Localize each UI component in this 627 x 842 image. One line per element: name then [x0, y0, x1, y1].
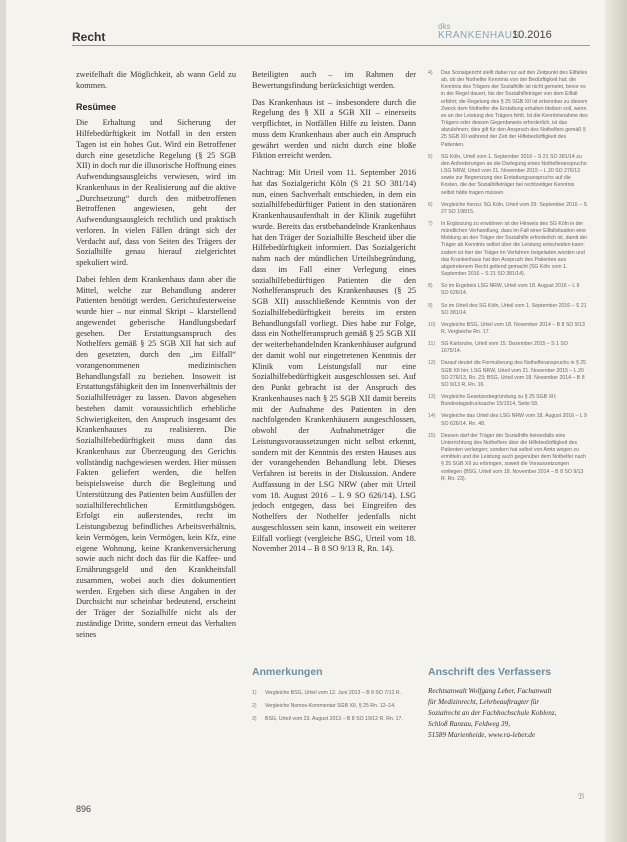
body-paragraph: Das Krankenhaus ist – insbesondere durch die Regelung des § XII a SGB XII – einerseits verpflichtet, in Notfällen Hilfe zu leisten. Dann muss dem Krankenhaus aber auch ein Anspruch gewährt werden und nicht durch eine bloße Fiktion erreicht werden. [252, 97, 416, 161]
corner-mark: ℬ [578, 792, 585, 801]
footnote-text: Darauf deutet die Formulierung des Nothelferanspruchs in § 25 SGB XII hin; LSG NRW, Urteil vom 21. November 2015 – L 20 SO 276/13, Rn. 23; BSG, Urteil vom 18. November 2014 – B 8 SO 9/13 R, Rn. 16. [441, 360, 587, 388]
footnote-text: Vergleiche hierzu: SG Köln, Urteil vom 29. September 2016 – S 27 SO 198/15. [441, 201, 587, 215]
footnote-number: 7) [428, 220, 433, 227]
scan-right-edge [605, 0, 627, 842]
address-line: Schloß Ranzau, Feldweg 39, [428, 720, 511, 728]
footnote [252, 703, 416, 710]
section-heading: Resümee [76, 101, 117, 112]
footnote-number: 14) [428, 413, 436, 420]
author-address [428, 686, 588, 741]
anmerkungen-heading: Anmerkungen [252, 666, 323, 678]
issue-date: 10.2016 [512, 29, 552, 41]
footnote-text: SG Köln, Urteil vom 1. September 2016 – S 21 SO 381/14 zu den Anforderungen an die Darlegung eines Nothelferanspruchs: LSG NRW, Urteil vom 21. November 2015 – L 20 SO 276/13 sowie zur Begrenzung des Erstattungsanspruchs auf die Kosten, die der Sozialhilfeträger bei rechtzeitiger Kenntnis selbst hätte tragen müssen. [441, 153, 588, 196]
footnote [428, 322, 588, 336]
footnote-text: Vergleiche BSG, Urteil vom 12. Juni 2013 – B 8 SO 7/12 R. [265, 690, 402, 696]
footnote-text: Das Sozialgericht stellt dabei nur auf den Zeitpunkt des Eilfalles ab, ob der Nothelfer Kenntnis von der Bedürftigkeit hat; die Kenntnis des Trägers der Sozialhilfe ist nicht gemeint, bevor es in der Regel dauert, bis der Sozialhilfeträger von dem Eilfall erfährt; die Regelung des § 25 SGB XII ist erkennbar zu diesem Zweck dem Nothelfer die Erstattung erhalten bleiben soll, wenn es an der Leistung des Trägers fehlt. Ist die Kenntnisnahme des Trägers oder dessen Gegenbeweis erforderlich, ist das abzulehnen; dies gilt für den Anspruch des Nothelfers gemäß § 25 SGB XII während der Zeit der Hilfebedürftigkeit des Patienten. [441, 70, 588, 148]
text-column-2 [252, 70, 416, 555]
footnote [252, 690, 416, 697]
footnote-number: 15) [428, 432, 436, 439]
anmerkungen-list [252, 690, 416, 729]
journal-logo-line2: KRANKENHAUS [438, 30, 520, 41]
footnote [428, 341, 588, 355]
footnote-number: 10) [428, 321, 436, 328]
footnote [428, 221, 588, 278]
scan-left-edge [0, 0, 6, 842]
footnote-text: Vergleiche Nomos-Kommentar SGB XII, § 25 Rn. 12–14. [265, 703, 396, 709]
body-paragraph: Nachtrag: Mit Urteil vom 11. September 2016 hat das Sozialgericht Köln (S 21 SO 381/14) nun, einen Sachverhalt entschieden, in dem ein sozialhilfebedürftiger Patient in den stationären Krankenhausaufenthalt in der Klinik zugeführt wurde. Bereits das erstbehandelnde Krankenhaus hat den Träger der Sozialhilfe Bescheid über die Hilfebedürftigkeit informiert. Das Sozialgericht nahm nach der mündlichen Urteilsbegründung, dass im Fall einer Verlegung eines sozialhilfebedürftigen Patienten die den Nothelferanspruch des Krankenhauses (§ 25 SGB XII) ausschließende Kenntnis von der Sozialhilfebedürftigkeit bereits im ersten Behandlungsfall vorliegt. Dies habe zur Folge, dass ein Nothelferanspruch gemäß § 25 SGB XII der weiterbehandelnden Krankenhäuser aufgrund der damit wohl nur eingetretenen Kenntnis der Klinik vom Leistungsfall nur eine Sozialhilfebedürftigkeit ausgeschlossen sei. Auf den Punkt gebracht ist der Anspruch des Krankenhauses nach § 25 SGB XII damit bereits mit der Aufnahme des Patienten in den nachfolgenden Krankenhäusern ausgeschlossen, obwohl der Aufnahmeträger die Leistungsvoraussetzungen nicht selbst erkennt, sondern mit der Kenntnis des ersten Hauses aus der vorangehenden Behandlung lebt. Dieses Verfahren ist bereits in der Diskussion. Andere Auffassung in der LSG NRW (aber mit Urteil vom 18. August 2016 – L 9 SO 626/14). LSG jedoch entgegen, dass bei Eingreifen des Nothelfers der Nothelfer jedenfalls nicht ausgeschlossen sein kann, insoweit ein weiterer Eilfall vorliegt (vergleiche BSG, Urteil vom 18. November 2014 – B 8 SO 9/13 R, Rn. 14). [252, 168, 416, 554]
footnote-text: Vergleiche Gesetzesbegründung zu § 25 SGB XII; Bundestagsdrucksache 15/1514, Seite 58. [441, 394, 557, 408]
footnote [428, 202, 588, 216]
footnote-number: 3) [252, 716, 257, 722]
footnote-number: 4) [428, 70, 433, 76]
address-line: Rechtsanwalt Wolfgang Leber, Fachanwalt [428, 687, 552, 695]
footnote-text: BSG, Urteil vom 23. August 2013 – B 8 SO 19/12 R, Rn. 17. [265, 716, 403, 722]
footnote [428, 413, 588, 427]
body-paragraph: Die Erhaltung und Sicherung der Hilfebedürftigkeit im Notfall in den ersten Tagen ist ein hohes Gut. Wird ein Betroffener durch eine gesetzliche Regelung (§ 25 SGB XII) in doch nur die illusorische Hoffnung eines Aufwendungsausgleichs verwiesen, wird im Krankenhaus in der Realisierung auf die aktive „Durchsetzung“ durch den mitbetroffenen Betroffenen angewiesen, geht der Aufwendungsausgleich rechtlich und praktisch verloren. In vielen Fällen drängt sich der Verdacht auf, dass von Seiten des Trägers der Sozialhilfe genau hierauf zielgerichtet spekuliert wird. [76, 118, 236, 267]
footnote [428, 283, 588, 297]
footnote [428, 303, 588, 317]
footnote-text: Vergleiche das Urteil des LSG NRW vom 18. August 2016 – L 9 SO 626/14, Rn. 48. [441, 413, 587, 427]
footnote [428, 360, 588, 389]
footnote-text: So im Urteil des SG Köln, Urteil vom 1. September 2016 – S 21 SO 381/14. [441, 302, 587, 316]
header-rule [72, 45, 590, 46]
footnote-number: 6) [428, 201, 433, 208]
footnote [252, 716, 416, 723]
footnote [428, 70, 588, 149]
address-heading: Anschrift des Verfassers [428, 666, 552, 678]
footnote-text: Dessen darf der Träger der Sozialhilfe keinesfalls eine Unterrichtung des Nothelfers über die Hilfebedürftigkeit des Patienten verlangen; sondern hat selbst von Amts wegen zu ermitteln und die Leistung auch gegenüber dem Nothelfer nach § 25 SGB XII zu erbringen, soweit die Voraussetzungen vorliegen (BSG, Urteil vom 18. November 2014 – B 8 SO 9/13 R, Rn. 23). [441, 432, 587, 482]
footnote [428, 433, 588, 483]
footnote-text: Vergleiche BSG, Urteil vom 18. November 2014 – B 8 SO 9/13 R, Vergleiche Rn. 17. [441, 321, 585, 335]
footnote-text: So im Ergebnis LSG NRW, Urteil vom 18. August 2016 – L 9 SO 626/14. [441, 283, 580, 297]
body-paragraph: Dabei fehlen dem Krankenhaus dann aber die Mittel, welche zur Behandlung anderer Patienten benötigt werden. Gerichtsfesterweise wurde hier – nur einmal Skript – klarstellend angewendet geberische Handlungsbedarf gesehen. Der Erstattungsanspruch des Nothelfers gemäß § 25 SGB XII hat sich auf den gesetzten, durch den „im Eilfall“ vorangenommenen medizinischen Behandlungsfall zu beziehen. Insoweit ist Erstattungsfähigkeit den im Innenverhältnis der Sozialhilfeträger zu lassen. Davon abgesehen bestehen damit voraussichtlich erhebliche Schwierigkeiten, den Anspruch insgesamt des Krankenhauses zu realisieren. Die Sozialhilfebedürftigkeit muss dann das Krankenhaus zur Überzeugung des Gerichts vollständig nachgewiesen werden. Hier müssen Fakten geliefert werden, die helfen beispielsweise durch die Begleitung und Unterstützung des Patienten beim Ausfüllen der sozialhilferechtlichen Ermittlungsbögen. Erfolgt ein außerstendes, recht im Leistungsbezug befindliches Arbeitsverhältnis, kein Vermögen, kein Vermögen, kein Kfz, eine eigene Wohnung, keine Krankenversicherung sowie auch nicht doch das für die Kaffee- und Ernährungsgeld und den Krankheitsfall zusammen, wobei auch dies dokumentiert werden. Ergeben sich diese Angaben in der Durchsicht nur scheinbar bedeutend, erscheint der Träger der Sozialhilfe nicht als der zuständige Dritte, sondern erneut das Verhalten seines [76, 274, 236, 639]
footnote-number: 1) [252, 690, 257, 696]
footnote-number: 5) [428, 153, 433, 160]
page-number: 896 [76, 804, 92, 814]
footnote-number: 11) [428, 341, 436, 348]
footnotes-column [428, 70, 588, 488]
section-title: Recht [72, 30, 106, 44]
footnote [428, 154, 588, 197]
text-column-1 [76, 70, 236, 640]
footnote-text: In Ergänzung zu erwähnen ist der Hinweis des SG Köln in der mündlichen Verhandlung, dass im Fall einer Eilfallsituation eine Meldung an den Träger der Sozialhilfe erforderlich ist, damit der Träger ab Kenntnis selbst über die Leistung entscheiden kann; zudem ist hier der Träger im Verfahren beigeladen worden und das Krankenhaus hat den Anspruch des Patienten aus abgetretenem Recht geltend gemacht (SG Köln vom 1. September 2016 – S 21 SO 381/14). [441, 220, 588, 278]
footnote-number: 9) [428, 302, 433, 309]
footnote-number: 13) [428, 394, 436, 401]
body-paragraph: Beteiligten auch – im Rahmen der Bewertungsfindung berücksichtigt werden. [252, 70, 416, 90]
footnote [428, 394, 588, 408]
address-line: für Medizinrecht, Lehrbeauftragter für [428, 698, 540, 706]
footnote-number: 2) [252, 703, 257, 709]
address-line: 51589 Marienheide, www.ra-leber.de [428, 731, 536, 739]
address-line: Sozialrecht an der Fachhochschule Koblenz, [428, 709, 557, 717]
footnote-number: 12) [428, 360, 436, 367]
intro-paragraph: zweifelhaft die Möglichkeit, ab wann Geld zu kommen. [76, 70, 236, 90]
journal-logo-line1: dks [438, 22, 451, 31]
footnote-number: 8) [428, 283, 433, 290]
footnote-text: SG Karlsruhe, Urteil vom 15. Dezember 2015 – S 1 SO 1675/14. [441, 341, 568, 355]
journal-logo [438, 22, 520, 40]
